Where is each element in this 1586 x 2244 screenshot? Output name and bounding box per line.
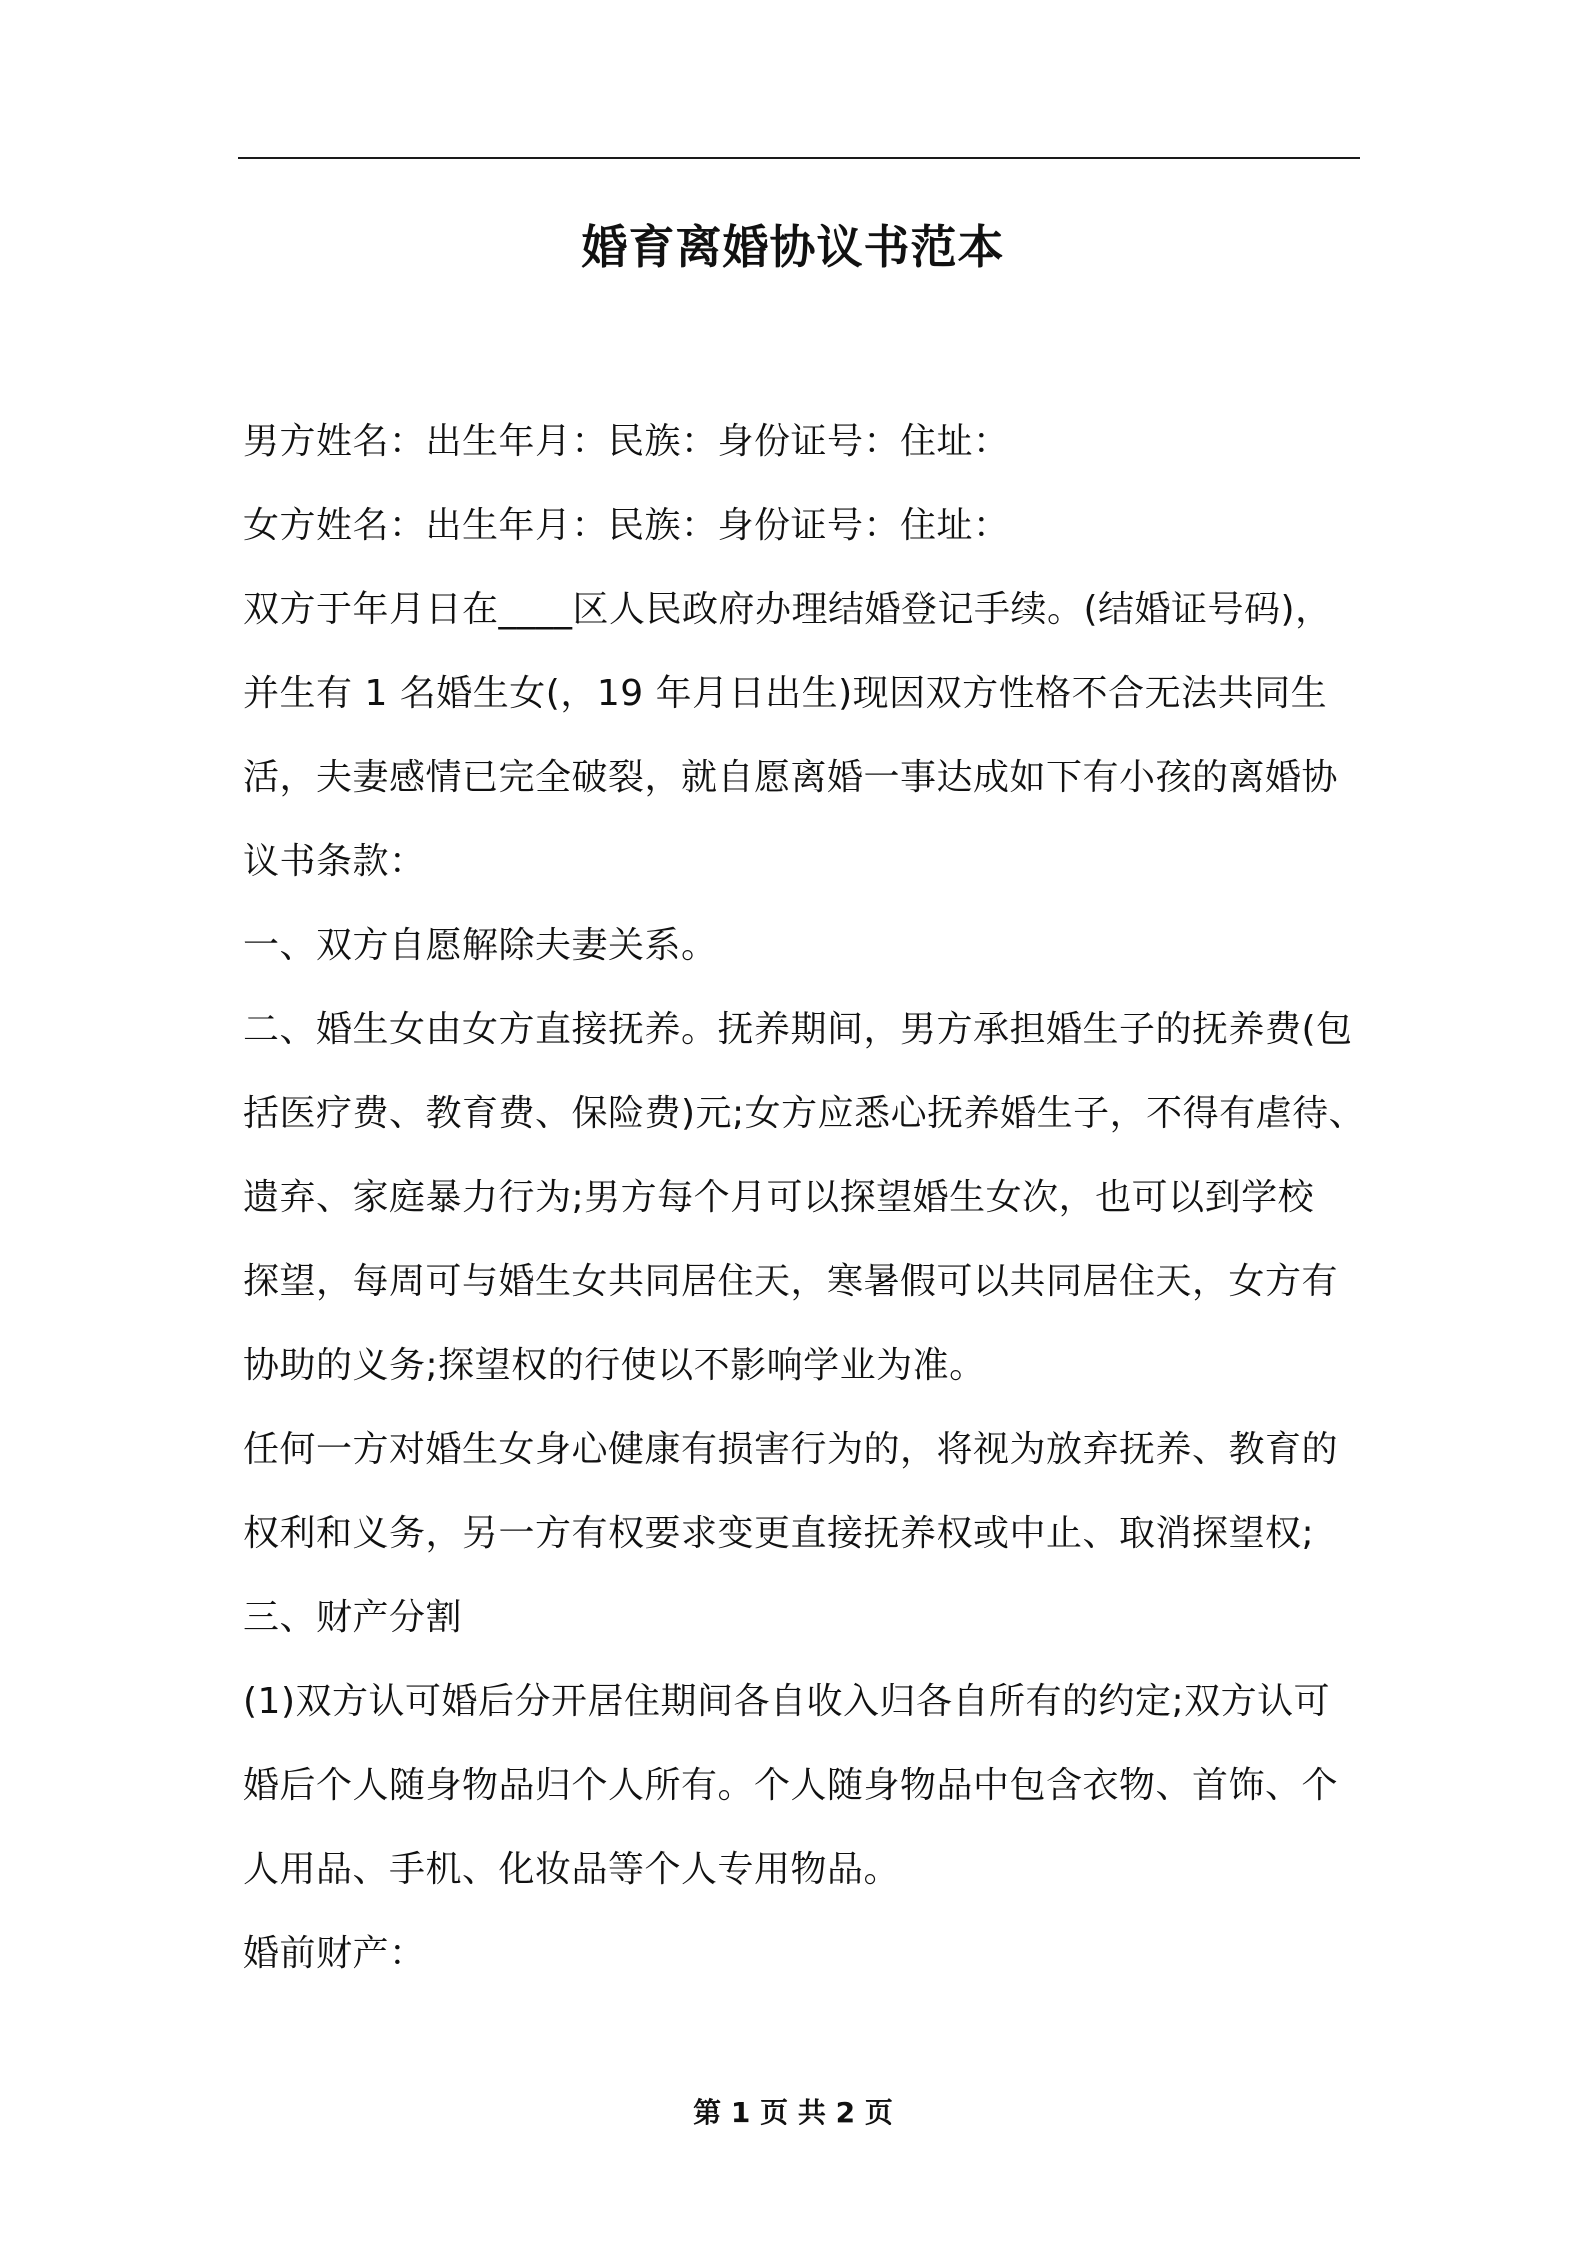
text-line: 女方姓名：出生年月：民族：身份证号：住址： — [243, 505, 1010, 546]
header-rule — [238, 157, 1360, 159]
text-line: 活，夫妻感情已完全破裂，就自愿离婚一事达成如下有小孩的离婚协 — [243, 757, 1339, 798]
text-line: (1)双方认可婚后分开居住期间各自收入归各自所有的约定;双方认可 — [243, 1681, 1331, 1722]
text-line: 遗弃、家庭暴力行为;男方每个月可以探望婚生女次，也可以到学校 — [243, 1177, 1315, 1218]
document-body — [243, 400, 1366, 1996]
text-line: 人用品、手机、化妆品等个人专用物品。 — [243, 1849, 901, 1890]
text-line: 二、婚生女由女方直接抚养。抚养期间，男方承担婚生子的抚养费(包 — [243, 1009, 1353, 1050]
text-line: 并生有 1 名婚生女(，19 年月日出生)现因双方性格不合无法共同生 — [243, 673, 1328, 714]
text-line: 括医疗费、教育费、保险费)元;女方应悉心抚养婚生子，不得有虐待、 — [243, 1093, 1366, 1134]
text-line: 探望，每周可与婚生女共同居住天，寒暑假可以共同居住天，女方有 — [243, 1261, 1339, 1302]
text-line: 双方于年月日在____区人民政府办理结婚登记手续。(结婚证号码)， — [243, 589, 1332, 630]
text-line: 一、双方自愿解除夫妻关系。 — [243, 925, 718, 966]
page-footer: 第 1 页 共 2 页 — [693, 2096, 893, 2129]
text-line: 三、财产分割 — [243, 1597, 463, 1638]
text-line: 协助的义务;探望权的行使以不影响学业为准。 — [243, 1345, 986, 1386]
text-line: 任何一方对婚生女身心健康有损害行为的，将视为放弃抚养、教育的 — [243, 1429, 1339, 1470]
document-title: 婚育离婚协议书范本 — [581, 220, 1005, 274]
text-line: 婚后个人随身物品归个人所有。个人随身物品中包含衣物、首饰、个 — [243, 1765, 1339, 1806]
text-line: 男方姓名：出生年月：民族：身份证号：住址： — [243, 421, 1010, 462]
text-line: 权利和义务，另一方有权要求变更直接抚养权或中止、取消探望权; — [243, 1513, 1315, 1554]
text-line: 婚前财产： — [243, 1933, 426, 1974]
text-line: 议书条款： — [243, 841, 426, 882]
